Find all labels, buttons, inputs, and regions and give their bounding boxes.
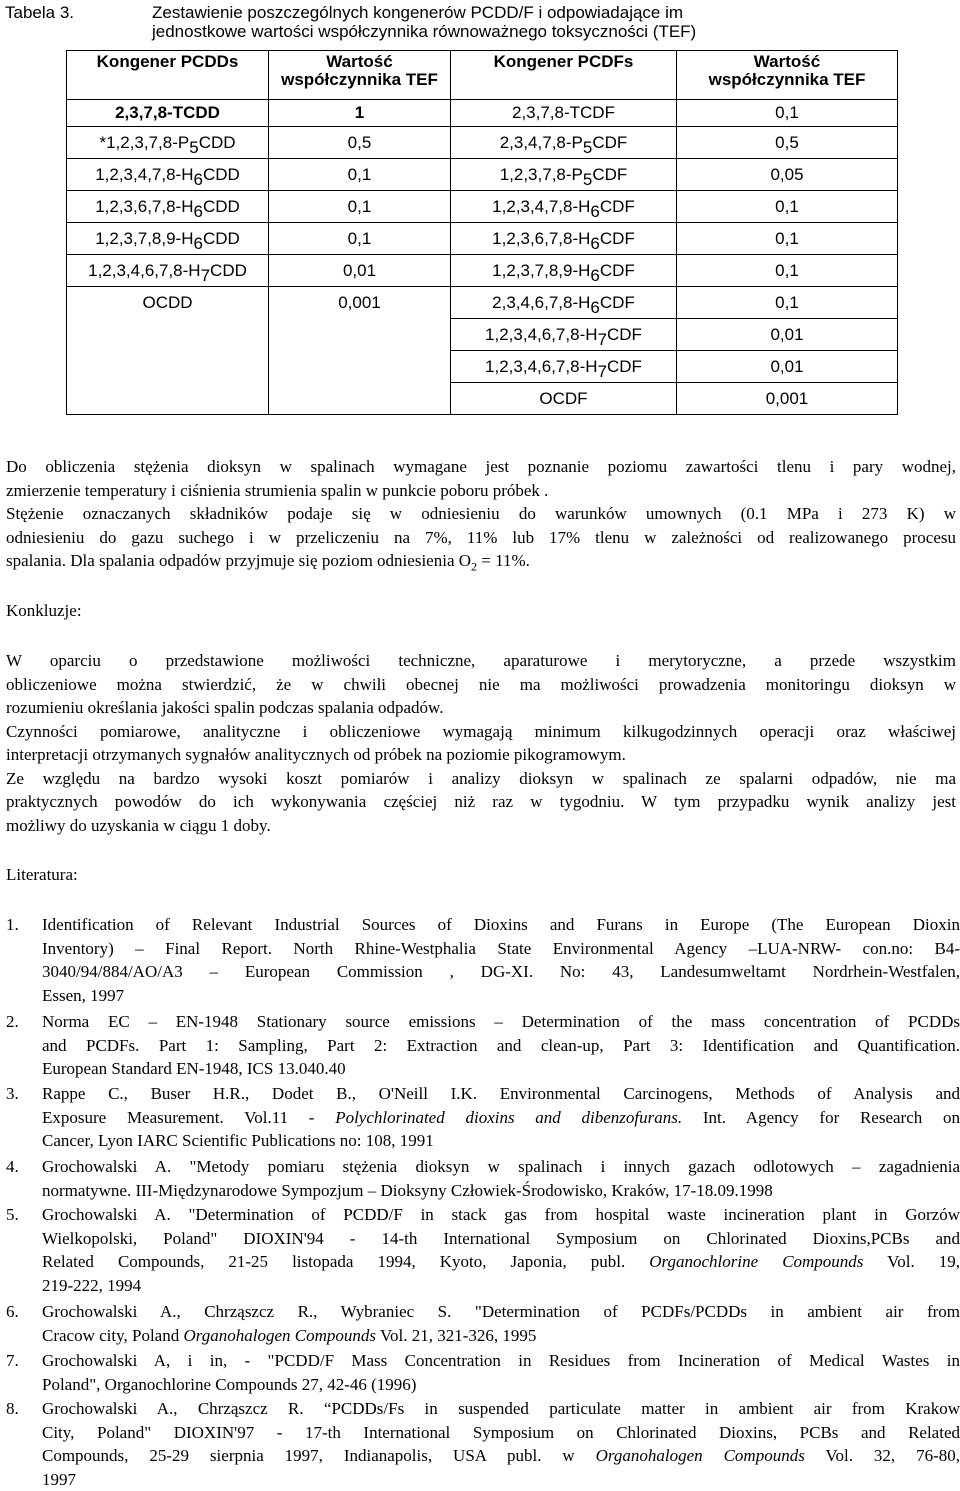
pcdf-congener-cell (451, 319, 677, 351)
table-row (67, 287, 898, 319)
header-pcdf-congener: Kongener PCDFs (451, 51, 677, 100)
text-line: Grochowalski A. "Determination of PCDD/F in stack gas from hospital waste incineration plant in Gorzów (42, 1203, 960, 1227)
table-row (67, 383, 898, 415)
pcdd-tef-cell: 0,5 (269, 127, 451, 159)
text-fragment: Compounds, 25-29 sierpnia 1997, Indianapolis, USA publ. w (42, 1446, 596, 1465)
pcdd-congener-cell (67, 191, 269, 223)
header-text: współczynnika TEF (677, 71, 897, 89)
header-text: Wartość (677, 53, 897, 71)
pcdd-congener-cell (67, 127, 269, 159)
pcdd-tef-cell: 0,1 (269, 159, 451, 191)
table-row (67, 127, 898, 159)
reference-number: 7. (6, 1349, 19, 1373)
congener-suffix: CDF (600, 229, 635, 248)
italic-title: Polychlorinated dioxins and dibenzofurans. (335, 1108, 682, 1127)
text-line (6, 549, 956, 579)
reference-text (42, 1010, 960, 1081)
table-row (67, 100, 898, 127)
table-row (67, 223, 898, 255)
reference-text (42, 913, 960, 1007)
congener-name: 1,2,3,4,7,8-H (492, 197, 590, 216)
congener-name: 2,3,4,7,8-P (500, 133, 583, 152)
italic-title: Organohalogen Compounds (596, 1446, 805, 1465)
pcdf-tef-cell: 0,5 (677, 127, 898, 159)
text-line: odniesieniu do gazu suchego i w przeliczeniu na 7%, 11% lub 17% tlenu w zależności od realizowanego procesu (6, 526, 956, 550)
congener-subscript: 6 (590, 202, 599, 221)
pcdf-tef-cell: 0,01 (677, 319, 898, 351)
conclusions-paragraph (6, 649, 956, 837)
pcdd-tef-cell: 0,01 (269, 255, 451, 287)
congener-subscript: 5 (189, 138, 198, 157)
text-line (42, 1250, 960, 1274)
pcdd-congener-cell (67, 319, 269, 351)
pcdd-tef-cell: 0,1 (269, 223, 451, 255)
tef-table (66, 50, 898, 415)
reference-number: 2. (6, 1010, 19, 1034)
header-text: współczynnika TEF (269, 71, 450, 89)
congener-name: 1,2,3,6,7,8-H (95, 197, 193, 216)
pcdf-congener-cell (451, 287, 677, 319)
congener-name: 1,2,3,4,7,8-H (95, 165, 193, 184)
pcdf-tef-cell: 0,1 (677, 255, 898, 287)
reference-text (42, 1082, 960, 1153)
text-line: 1997 (42, 1468, 960, 1491)
congener-name: *1,2,3,7,8-P (99, 133, 189, 152)
header-text: Wartość (269, 53, 450, 71)
pcdd-tef-cell: 0,001 (269, 287, 451, 319)
pcdd-congener-cell (67, 223, 269, 255)
text-line (42, 1106, 960, 1130)
pcdd-congener-cell (67, 287, 269, 319)
pcdd-tef-cell (269, 383, 451, 415)
congener-name: 2,3,4,6,7,8-H (492, 293, 590, 312)
table-row (67, 191, 898, 223)
congener-suffix: CDF (607, 357, 642, 376)
text-line: interpretacji otrzymanych sygnałów analitycznych od próbek na poziomie pikogramowym. (6, 743, 956, 767)
congener-suffix: CDD (203, 197, 240, 216)
pcdf-congener-cell (451, 351, 677, 383)
congener-suffix: CDD (203, 229, 240, 248)
congener-subscript: 6 (590, 266, 599, 285)
pcdf-tef-cell: 0,1 (677, 287, 898, 319)
text-line: Czynności pomiarowe, analityczne i obliczeniowe wymagają minimum kilkugodzinnych operacji oraz właściwej (6, 720, 956, 744)
congener-name: 2,3,7,8-TCDD (115, 103, 220, 122)
congener-subscript: 6 (590, 298, 599, 317)
text-line: W oparciu o przedstawione możliwości techniczne, aparaturowe i merytoryczne, a przede wszystkim (6, 649, 956, 673)
text-fragment: Vol. 21, 321-326, 1995 (376, 1326, 536, 1345)
text-line: 3040/94/884/AO/A3 – European Commission , DG-XI. No: 43, Landesumweltamt Nordrhein-Westfalen, (42, 960, 960, 984)
table-row (67, 159, 898, 191)
congener-name: 1,2,3,7,8,9-H (492, 261, 590, 280)
text-line: Wielkopolski, Poland" DIOXIN'94 - 14-th International Symposium on Chlorinated Dioxins,PCBs and (42, 1227, 960, 1251)
congener-subscript: 6 (193, 202, 202, 221)
caption-line: Zestawienie poszczególnych kongenerów PCDD/F i odpowiadające im (152, 3, 852, 22)
text-fragment: = 11%. (477, 551, 530, 570)
text-line: and PCDFs. Part 1: Sampling, Part 2: Extraction and clean-up, Part 3: Identification and Quantification. (42, 1034, 960, 1058)
congener-name: OCDD (142, 293, 192, 312)
text-line: rozumieniu określania jakości spalin podczas spalania odpadów. (6, 696, 956, 720)
text-line: Ze względu na bardzo wysoki koszt pomiarów i analizy dioksyn w spalinach ze spalarni odpadów, nie ma (6, 767, 956, 791)
congener-name: 1,2,3,4,6,7,8-H (485, 357, 597, 376)
table-row (67, 351, 898, 383)
pcdf-tef-cell: 0,01 (677, 351, 898, 383)
pcdf-tef-cell: 0,1 (677, 191, 898, 223)
congener-suffix: CDF (607, 325, 642, 344)
text-line: możliwy do uzyskania w ciągu 1 doby. (6, 814, 956, 838)
pcdd-congener-cell (67, 383, 269, 415)
pcdf-congener-cell (451, 127, 677, 159)
text-fragment: Vol. 19, (863, 1252, 960, 1271)
text-fragment: Cracow city, Poland (42, 1326, 183, 1345)
pcdf-congener-cell (451, 255, 677, 287)
congener-subscript: 7 (598, 330, 607, 349)
text-line: Cancer, Lyon IARC Scientific Publications no: 108, 1991 (42, 1129, 960, 1153)
reference-text (42, 1349, 960, 1396)
reference-number: 4. (6, 1155, 19, 1179)
pcdf-congener-cell (451, 383, 677, 415)
header-pcdd-congener: Kongener PCDDs (67, 51, 269, 100)
header-pcdd-tef (269, 51, 451, 100)
pcdf-congener-cell (451, 100, 677, 127)
reference-number: 1. (6, 913, 19, 937)
table-label: Tabela 3. (5, 3, 74, 23)
text-fragment: Int. Agency for Research on (682, 1108, 960, 1127)
congener-subscript: 7 (598, 362, 607, 381)
pcdd-congener-cell (67, 255, 269, 287)
text-line: normatywne. III-Międzynarodowe Sympozjum – Dioksyny Człowiek-Środowisko, Kraków, 17-18.09.1998 (42, 1179, 960, 1203)
italic-title: Organochlorine Compounds (649, 1252, 863, 1271)
text-line: City, Poland" DIOXIN'97 - 17-th International Symposium on Chlorinated Dioxins, PCBs and Related (42, 1421, 960, 1445)
text-line: obliczeniowe można stwierdzić, że w chwili obecnej nie ma możliwości prowadzenia monitoringu dioksyn w (6, 673, 956, 697)
congener-suffix: CDD (199, 133, 236, 152)
reference-text (42, 1300, 960, 1347)
pcdf-congener-cell (451, 191, 677, 223)
pcdd-congener-cell (67, 351, 269, 383)
text-line: Do obliczenia stężenia dioksyn w spalinach wymagane jest poznanie poziomu zawartości tlenu i pary wodnej, (6, 455, 956, 479)
congener-suffix: CDF (592, 165, 627, 184)
pcdd-tef-cell: 0,1 (269, 191, 451, 223)
congener-name: 1,2,3,4,6,7,8-H (88, 261, 200, 280)
text-line: Stężenie oznaczanych składników podaje się w odniesieniu do warunków umownych (0.1 MPa i 273 K) w (6, 502, 956, 526)
text-line: Identification of Relevant Industrial Sources of Dioxins and Furans in Europe (The European Dioxin (42, 913, 960, 937)
table-row (67, 319, 898, 351)
congener-subscript: 6 (193, 234, 202, 253)
congener-name: 1,2,3,7,8-P (500, 165, 583, 184)
congener-name: 1,2,3,4,6,7,8-H (485, 325, 597, 344)
congener-suffix: CDD (203, 165, 240, 184)
congener-suffix: CDF (600, 197, 635, 216)
subscript: 2 (471, 559, 477, 573)
reference-text (42, 1203, 960, 1297)
reference-number: 5. (6, 1203, 19, 1227)
text-line: zmierzenie temperatury i ciśnienia strumienia spalin w punkcie poboru próbek . (6, 479, 956, 503)
congener-suffix: CDF (600, 293, 635, 312)
header-pcdf-tef (677, 51, 898, 100)
congener-suffix: CDF (592, 133, 627, 152)
pcdd-tef-cell (269, 351, 451, 383)
reference-number: 8. (6, 1397, 19, 1421)
table-caption (152, 3, 852, 41)
congener-name: 1,2,3,7,8,9-H (95, 229, 193, 248)
pcdf-tef-cell: 0,1 (677, 100, 898, 127)
congener-suffix: CDF (600, 261, 635, 280)
congener-name: 2,3,7,8-TCDF (512, 103, 615, 122)
pcdf-congener-cell (451, 223, 677, 255)
pcdf-tef-cell: 0,1 (677, 223, 898, 255)
pcdf-tef-cell: 0,05 (677, 159, 898, 191)
text-line: Inventory) – Final Report. North Rhine-Westphalia State Environmental Agency –LUA-NRW- con.no: B4- (42, 937, 960, 961)
text-line: Grochowalski A. "Metody pomiaru stężenia dioksyn w spalinach i innych gazach odlotowych – zagadnienia (42, 1155, 960, 1179)
conclusions-heading: Konkluzje: (6, 601, 82, 621)
text-line: Poland", Organochlorine Compounds 27, 42-46 (1996) (42, 1373, 960, 1397)
text-line: Grochowalski A., Chrząszcz R. “PCDDs/Fs in suspended particulate matter in ambient air from Krakow (42, 1397, 960, 1421)
text-fragment: Vol. 32, 76-80, (805, 1446, 960, 1465)
text-fragment: spalania. Dla spalania odpadów przyjmuje się poziom odniesienia O (6, 551, 471, 570)
text-line: Essen, 1997 (42, 984, 960, 1008)
congener-suffix: CDD (210, 261, 247, 280)
notes-paragraph (6, 455, 956, 579)
congener-name: 1,2,3,6,7,8-H (492, 229, 590, 248)
pcdd-tef-cell (269, 319, 451, 351)
text-line (42, 1324, 960, 1348)
reference-text (42, 1155, 960, 1202)
congener-subscript: 6 (193, 170, 202, 189)
pcdd-congener-cell (67, 100, 269, 127)
congener-subscript: 7 (201, 266, 210, 285)
pcdf-tef-cell: 0,001 (677, 383, 898, 415)
text-line: 219-222, 1994 (42, 1274, 960, 1298)
text-line: Norma EC – EN-1948 Stationary source emissions – Determination of the mass concentration of PCDDs (42, 1010, 960, 1034)
congener-subscript: 5 (583, 170, 592, 189)
text-line: Grochowalski A, i in, - "PCDD/F Mass Concentration in Residues from Incineration of Medical Wastes in (42, 1349, 960, 1373)
text-fragment: Exposure Measurement. Vol.11 - (42, 1108, 335, 1127)
italic-title: Organohalogen Compounds (183, 1326, 376, 1345)
text-fragment: Related Compounds, 21-25 listopada 1994, Kyoto, Japonia, publ. (42, 1252, 649, 1271)
table-row (67, 255, 898, 287)
pcdd-congener-cell (67, 159, 269, 191)
reference-number: 6. (6, 1300, 19, 1324)
literature-heading: Literatura: (6, 865, 78, 885)
congener-name: OCDF (539, 389, 587, 408)
text-line: Rappe C., Buser H.R., Dodet B., O'Neill I.K. Environmental Carcinogens, Methods of Analysis and (42, 1082, 960, 1106)
text-line: European Standard EN-1948, ICS 13.040.40 (42, 1057, 960, 1081)
congener-subscript: 6 (590, 234, 599, 253)
pcdd-tef-cell: 1 (269, 100, 451, 127)
caption-line: jednostkowe wartości współczynnika równoważnego toksyczności (TEF) (152, 22, 852, 41)
text-line (42, 1444, 960, 1468)
text-line: Grochowalski A., Chrząszcz R., Wybraniec S. "Determination of PCDFs/PCDDs in ambient air from (42, 1300, 960, 1324)
reference-number: 3. (6, 1082, 19, 1106)
pcdf-congener-cell (451, 159, 677, 191)
text-line: praktycznych powodów do ich wykonywania częściej niż raz w tygodniu. W tym przypadku wynik analizy jest (6, 790, 956, 814)
congener-subscript: 5 (583, 138, 592, 157)
reference-text (42, 1397, 960, 1491)
